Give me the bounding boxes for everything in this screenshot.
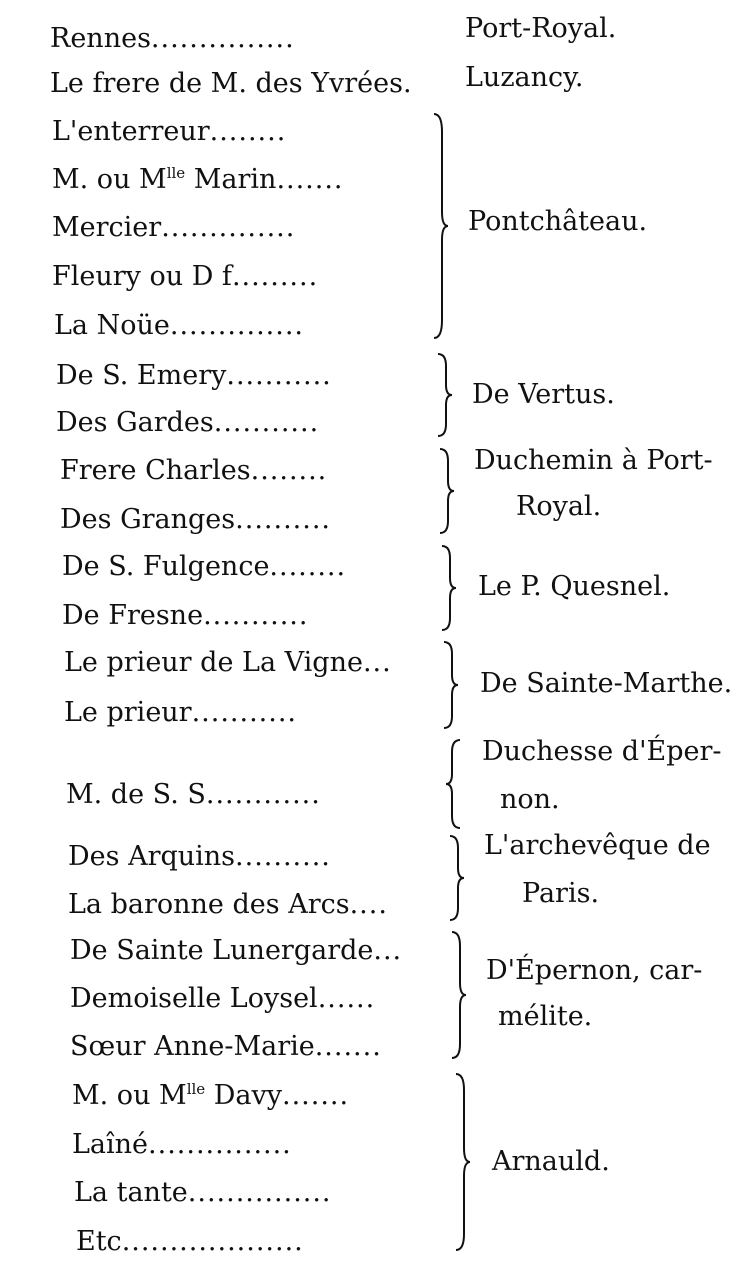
leader-dots: .............. (169, 310, 305, 341)
entry-name: Laîné (72, 1129, 149, 1160)
right-entry (482, 738, 722, 813)
right-line: Arnauld. (492, 1146, 610, 1177)
entry-name: L'enterreur (52, 116, 210, 147)
leader-dots: .... (349, 889, 388, 920)
entry-name: M. ou M (52, 164, 167, 195)
entry-name: Des Arquins (68, 841, 236, 872)
leader-dots: ......... (231, 261, 319, 292)
leader-dots: ........ (209, 116, 287, 147)
superscript: lle (166, 164, 186, 182)
right-entry (492, 1148, 610, 1175)
leader-dots: ........... (226, 360, 332, 391)
left-entry (50, 25, 295, 52)
right-line: L'archevêque de (484, 830, 711, 861)
right-entry (465, 15, 616, 42)
entry-name: De Sainte Lunergarde (70, 935, 374, 966)
leader-dots: ................... (121, 1226, 304, 1257)
leader-dots: ............... (148, 1129, 292, 1160)
left-entry (72, 1131, 292, 1158)
brace-icon (438, 544, 458, 632)
leader-dots: .......... (235, 841, 331, 872)
entry-name: Sœur Anne-Marie (70, 1031, 315, 1062)
left-entry (62, 553, 346, 580)
entry-name: Le prieur de La Vigne (64, 647, 363, 678)
entry-name: De Fresne (62, 600, 204, 631)
brace-icon (448, 930, 468, 1060)
left-entry (68, 891, 388, 918)
leader-dots: .......... (235, 504, 331, 535)
entry-name: Fleury ou D f (52, 261, 232, 292)
left-entry (50, 70, 412, 97)
superscript: lle (186, 1080, 206, 1098)
right-line: Duchemin à Port- (474, 445, 713, 476)
right-line: Luzancy. (465, 62, 584, 93)
entry-name: Etc (76, 1226, 122, 1257)
entry-name: Le prieur (64, 697, 192, 728)
entry-name: M. de S. S (66, 779, 206, 810)
left-entry (52, 214, 295, 241)
left-entry (54, 312, 304, 339)
leader-dots: ...... (317, 983, 376, 1014)
entry-name: Des Gardes (56, 407, 214, 438)
right-entry (486, 957, 702, 1030)
left-entry (56, 409, 319, 436)
left-entry (52, 166, 344, 193)
leader-dots: ............ (205, 779, 321, 810)
entry-name: Demoiselle Loysel (70, 983, 318, 1014)
brace-icon (436, 447, 456, 535)
brace-icon (434, 352, 454, 438)
brace-icon (440, 640, 460, 730)
leader-dots: ........... (203, 600, 309, 631)
entry-name: De S. Fulgence (62, 551, 270, 582)
right-line: mélite. (498, 1001, 593, 1032)
entry-name-cont: Marin (185, 164, 277, 195)
entry-name: Rennes (50, 23, 151, 54)
left-entry (74, 1179, 332, 1206)
left-entry (52, 263, 318, 290)
leader-dots: ........ (269, 551, 347, 582)
leader-dots: ............... (150, 23, 295, 54)
entry-name: De S. Emery (56, 360, 227, 391)
right-entry (480, 670, 732, 697)
right-line: Royal. (516, 491, 602, 522)
right-entry (484, 832, 711, 907)
leader-dots: ... (362, 647, 392, 678)
right-line: De Vertus. (472, 379, 615, 410)
right-line: Port-Royal. (465, 13, 617, 44)
left-entry (68, 843, 331, 870)
right-line: D'Épernon, car- (486, 955, 703, 986)
leader-dots: ....... (314, 1031, 382, 1062)
right-line: non. (500, 784, 560, 815)
left-entry (72, 1082, 349, 1109)
brace-icon (452, 1072, 472, 1252)
leader-dots: ....... (282, 1080, 350, 1111)
entry-name: Le frere de M. des Yvrées. (50, 68, 412, 99)
entry-name: Frere Charles (60, 455, 251, 486)
left-entry (70, 937, 402, 964)
right-entry (474, 447, 713, 520)
leader-dots: ........... (191, 697, 298, 728)
leader-dots: ... (373, 935, 403, 966)
leader-dots: ............... (187, 1177, 332, 1208)
right-entry (468, 208, 647, 235)
right-line: Pontchâteau. (468, 206, 648, 237)
left-entry (76, 1228, 304, 1255)
left-entry (64, 699, 297, 726)
entry-name: Des Granges (60, 504, 236, 535)
leader-dots: ........... (213, 407, 320, 438)
left-entry (64, 649, 392, 676)
left-entry (70, 985, 375, 1012)
leader-dots: ....... (276, 164, 344, 195)
left-entry (60, 457, 327, 484)
right-line: Le P. Quesnel. (478, 571, 671, 602)
right-entry (465, 64, 583, 91)
left-entry (62, 602, 308, 629)
entry-name: La Noüe (54, 310, 170, 341)
entry-name-cont: Davy (205, 1080, 283, 1111)
right-entry (478, 573, 670, 600)
left-entry (60, 506, 331, 533)
right-line: Paris. (522, 878, 600, 909)
left-entry (52, 118, 286, 145)
right-line: Duchesse d'Éper- (482, 736, 722, 767)
entry-name: Mercier (52, 212, 162, 243)
brace-icon (446, 834, 466, 922)
brace-icon (430, 112, 450, 340)
leader-dots: ........ (250, 455, 328, 486)
leader-dots: .............. (161, 212, 296, 243)
entry-name: La baronne des Arcs (68, 889, 350, 920)
entry-name: La tante (74, 1177, 188, 1208)
right-entry (472, 381, 615, 408)
left-entry (66, 781, 321, 808)
entry-name: M. ou M (72, 1080, 187, 1111)
brace-icon (444, 738, 464, 830)
right-line: De Sainte-Marthe. (480, 668, 733, 699)
left-entry (70, 1033, 382, 1060)
left-entry (56, 362, 332, 389)
